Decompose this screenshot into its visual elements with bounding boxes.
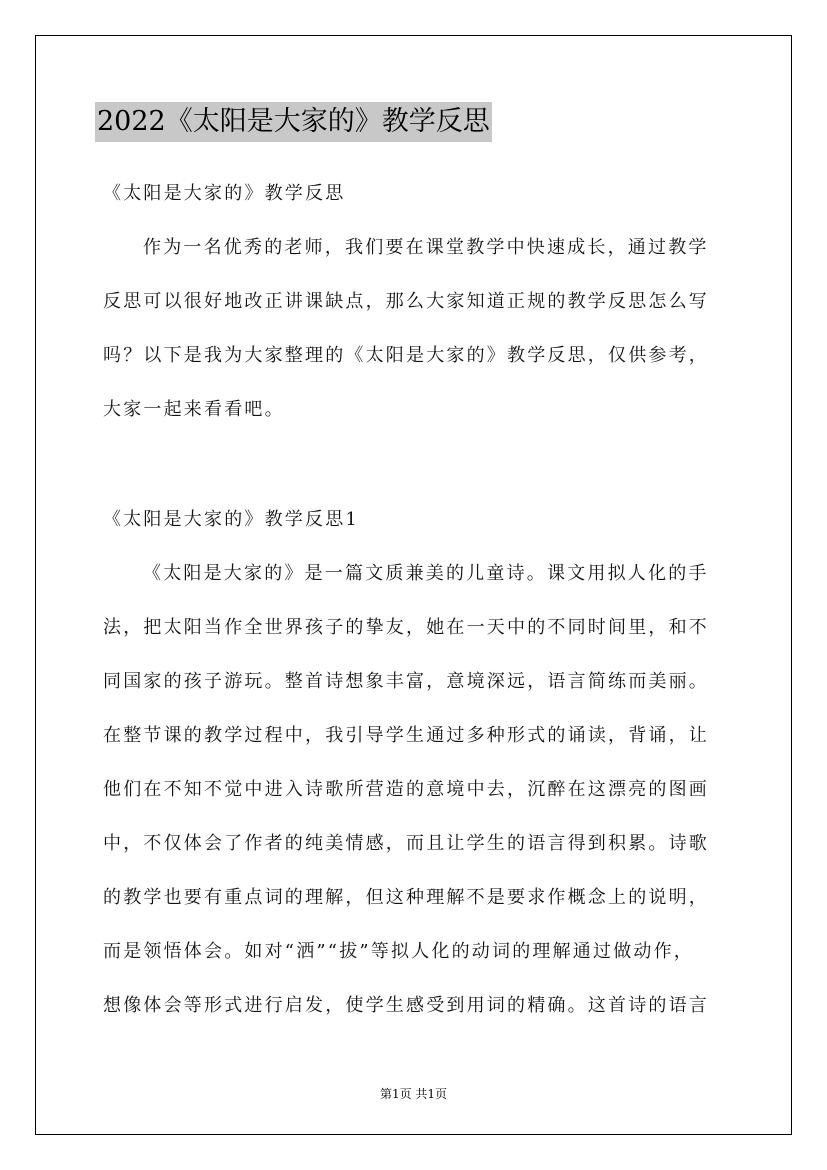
intro-line: 吗？以下是我为大家整理的《太阳是大家的》教学反思，仅供参考， [103,345,709,366]
intro-line: 大家一起来看看吧。 [103,399,285,420]
section-heading: 《太阳是大家的》教学反思1 [103,509,360,530]
intro-line: 作为一名优秀的老师，我们要在课堂教学中快速成长，通过教学 [143,237,709,258]
intro-line: 反思可以很好地改正讲课缺点，那么大家知道正规的教学反思怎么写 [103,291,709,312]
subtitle: 《太阳是大家的》教学反思 [103,183,346,204]
page-footer: 第1页 共1页 [379,1087,448,1101]
document-title: 2022《太阳是大家的》教学反思 [95,102,492,142]
section-line: 中，不仅体会了作者的纯美情感，而且让学生的语言得到积累。诗歌 [103,833,709,854]
section-line: 法，把太阳当作全世界孩子的挚友，她在一天中的不同时间里，和不 [103,617,709,638]
section-line: 在整节课的教学过程中，我引导学生通过多种形式的诵读，背诵，让 [103,725,709,746]
section-line: 他们在不知不觉中进入诗歌所营造的意境中去，沉醉在这漂亮的图画 [103,779,709,800]
section-line: 同国家的孩子游玩。整首诗想象丰富，意境深远，语言简练而美丽。 [103,671,709,692]
section-line: 想像体会等形式进行启发，使学生感受到用词的精确。这首诗的语言 [103,995,709,1016]
section-line: 的教学也要有重点词的理解，但这种理解不是要求作概念上的说明， [103,887,709,908]
section-line: 《太阳是大家的》是一篇文质兼美的儿童诗。课文用拟人化的手 [143,563,709,584]
section-line: 而是领悟体会。如对“洒”“拔”等拟人化的动词的理解通过做动作， [103,941,695,962]
